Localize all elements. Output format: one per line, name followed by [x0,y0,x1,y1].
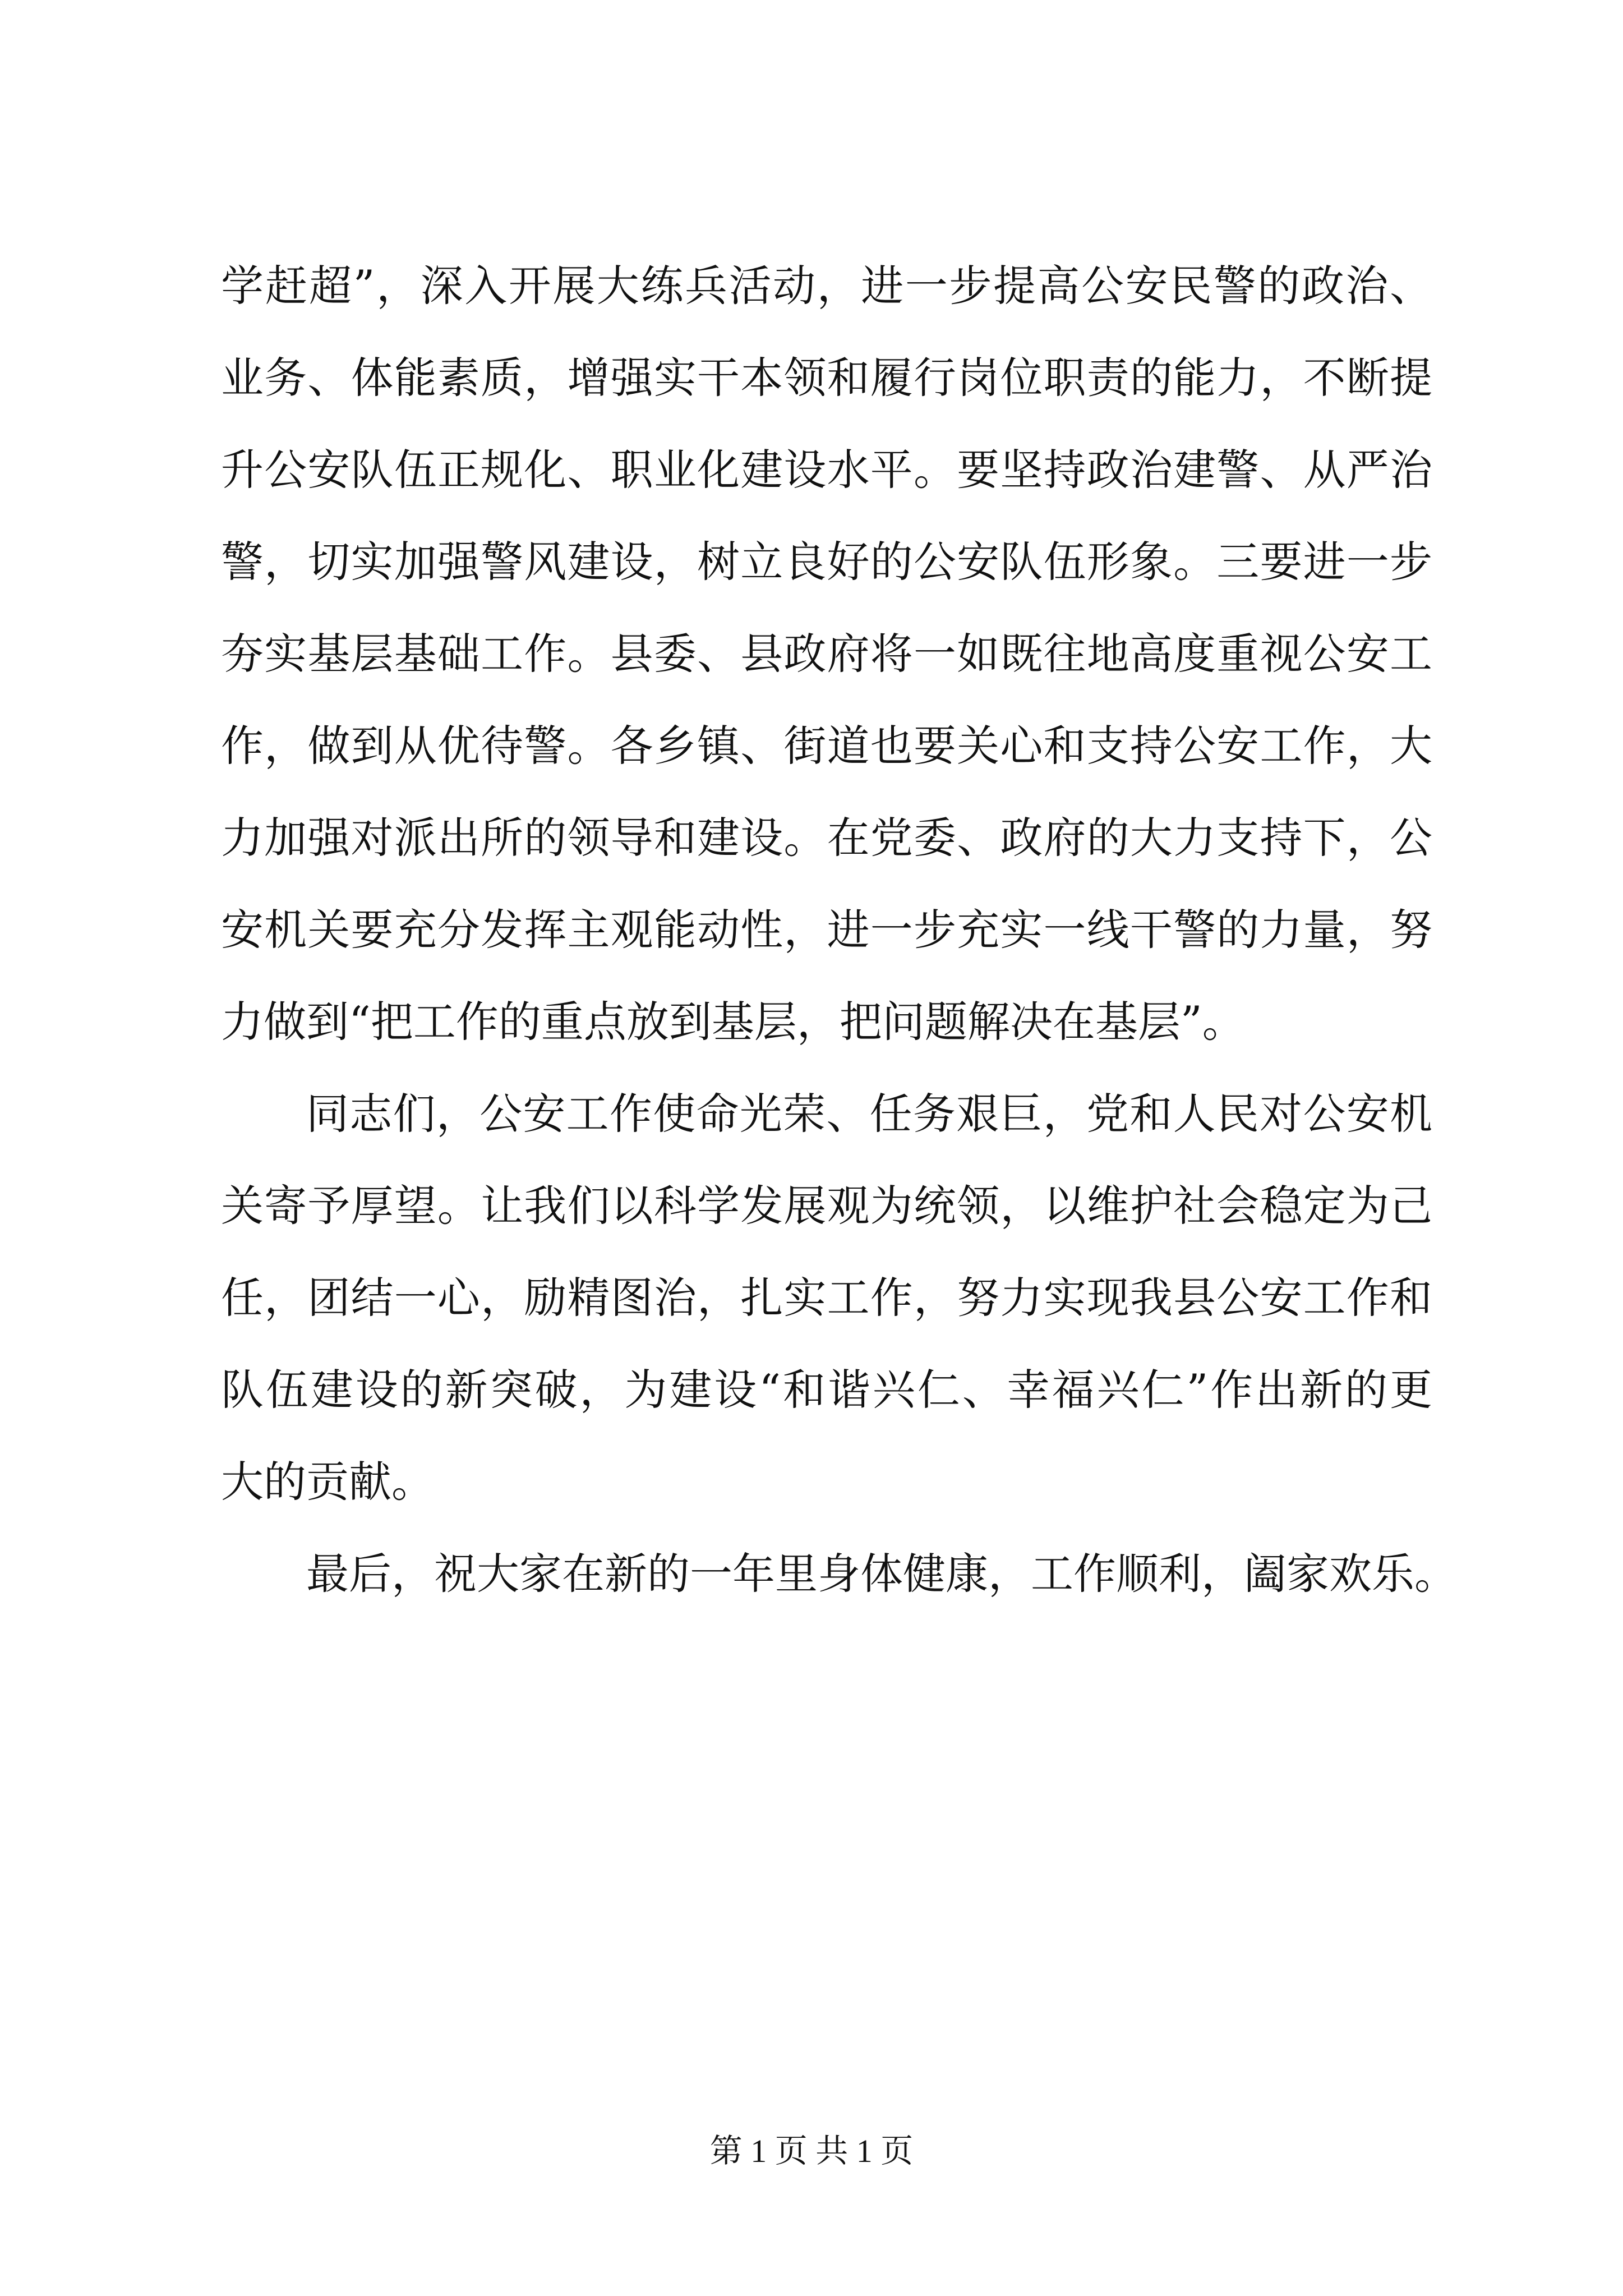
text-line: 力做到“把工作的重点放到基层，把问题解决在基层”。 [221,997,1245,1047]
text-line: 夯实基层基础工作。县委、县政府将一如既往地高度重视公安工 [221,629,1432,679]
text-line: 升公安队伍正规化、职业化建设水平。要坚持政治建警、从严治 [221,445,1432,495]
text-line: 作，做到从优待警。各乡镇、街道也要关心和支持公安工作，大 [221,721,1432,771]
text-line: 力加强对派出所的领导和建设。在党委、政府的大力支持下，公 [221,813,1432,863]
text-line: 警，切实加强警风建设，树立良好的公安队伍形象。三要进一步 [221,537,1432,587]
text-line: 大的贡献。 [221,1457,434,1507]
text-line: 同志们，公安工作使命光荣、任务艰巨，党和人民对公安机 [306,1089,1432,1139]
page-footer: 第 1 页 共 1 页 [709,2133,914,2169]
text-line: 最后，祝大家在新的一年里身体健康，工作顺利，阖家欢乐。 [306,1549,1457,1599]
text-line: 学赶超”，深入开展大练兵活动，进一步提高公安民警的政治、 [221,261,1432,311]
text-line: 任，团结一心，励精图治，扎实工作，努力实现我县公安工作和 [221,1273,1432,1323]
text-line: 关寄予厚望。让我们以科学发展观为统领，以维护社会稳定为己 [221,1181,1432,1231]
text-line: 队伍建设的新突破，为建设“和谐兴仁、幸福兴仁”作出新的更 [221,1365,1432,1415]
text-line: 业务、体能素质，增强实干本领和履行岗位职责的能力，不断提 [221,353,1432,403]
text-line: 安机关要充分发挥主观能动性，进一步充实一线干警的力量，努 [221,905,1432,955]
